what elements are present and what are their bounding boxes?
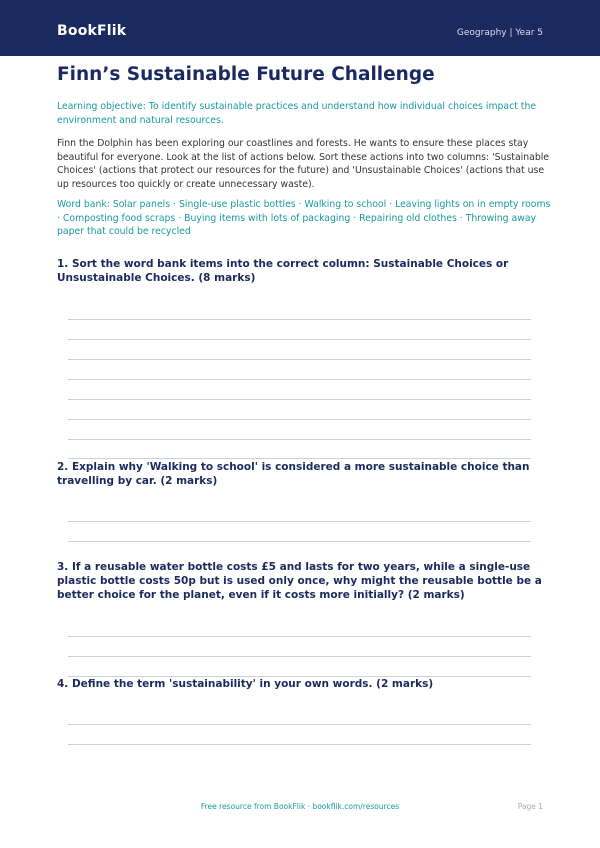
answer-line[interactable] xyxy=(68,359,531,360)
answer-line[interactable] xyxy=(68,339,531,340)
question-3: 3. If a reusable water bottle costs £5 and lasts for two years, while a single-use plastic bottle costs 50p but is used only once, why might the reusable bottle be a better choice for the planet, even if it costs more initially? (2 marks) xyxy=(57,561,542,602)
answer-line[interactable] xyxy=(68,744,531,745)
page-header xyxy=(0,0,600,56)
answer-line[interactable] xyxy=(68,521,531,522)
word-bank: Word bank: Solar panels · Single-use plastic bottles · Walking to school · Leaving lights on in empty rooms · Composting food scraps · Buying items with lots of packaging · Repairing old clothes · Throwing away paper that could be recycled xyxy=(57,199,551,237)
subject-year-label: Geography | Year 5 xyxy=(456,28,543,38)
worksheet-title: Finn’s Sustainable Future Challenge xyxy=(57,64,435,85)
question-4: 4. Define the term 'sustainability' in your own words. (2 marks) xyxy=(57,678,434,690)
answer-line[interactable] xyxy=(68,319,531,320)
answer-line[interactable] xyxy=(68,636,531,637)
answer-line[interactable] xyxy=(68,379,531,380)
answer-line[interactable] xyxy=(68,439,531,440)
question-1: 1. Sort the word bank items into the correct column: Sustainable Choices or Unsustainable Choices. (8 marks) xyxy=(57,258,509,285)
answer-line[interactable] xyxy=(68,656,531,657)
learning-objective: Learning objective: To identify sustainable practices and understand how individual choices impact the environment and natural resources. xyxy=(57,101,537,126)
answer-line[interactable] xyxy=(68,419,531,420)
answer-line[interactable] xyxy=(68,541,531,542)
answer-line[interactable] xyxy=(68,724,531,725)
answer-line[interactable] xyxy=(68,458,531,459)
footer-link[interactable]: Free resource from BookFlik · bookflik.com/resources xyxy=(200,802,400,811)
question-2: 2. Explain why 'Walking to school' is considered a more sustainable choice than travelling by car. (2 marks) xyxy=(57,461,530,488)
brand-logo: BookFlik xyxy=(57,23,127,39)
answer-line[interactable] xyxy=(68,399,531,400)
intro-paragraph: Finn the Dolphin has been exploring our coastlines and forests. He wants to ensure these places stay beautiful for everyone. Look at the list of actions below. Sort these actions into two columns: 'Sustainable Choices' (actions that protect our resources for the future) and 'Unsustainable Choices' (actions that use up resources too quickly or create unnecessary waste). xyxy=(57,138,550,190)
page-number: Page 1 xyxy=(517,802,543,811)
